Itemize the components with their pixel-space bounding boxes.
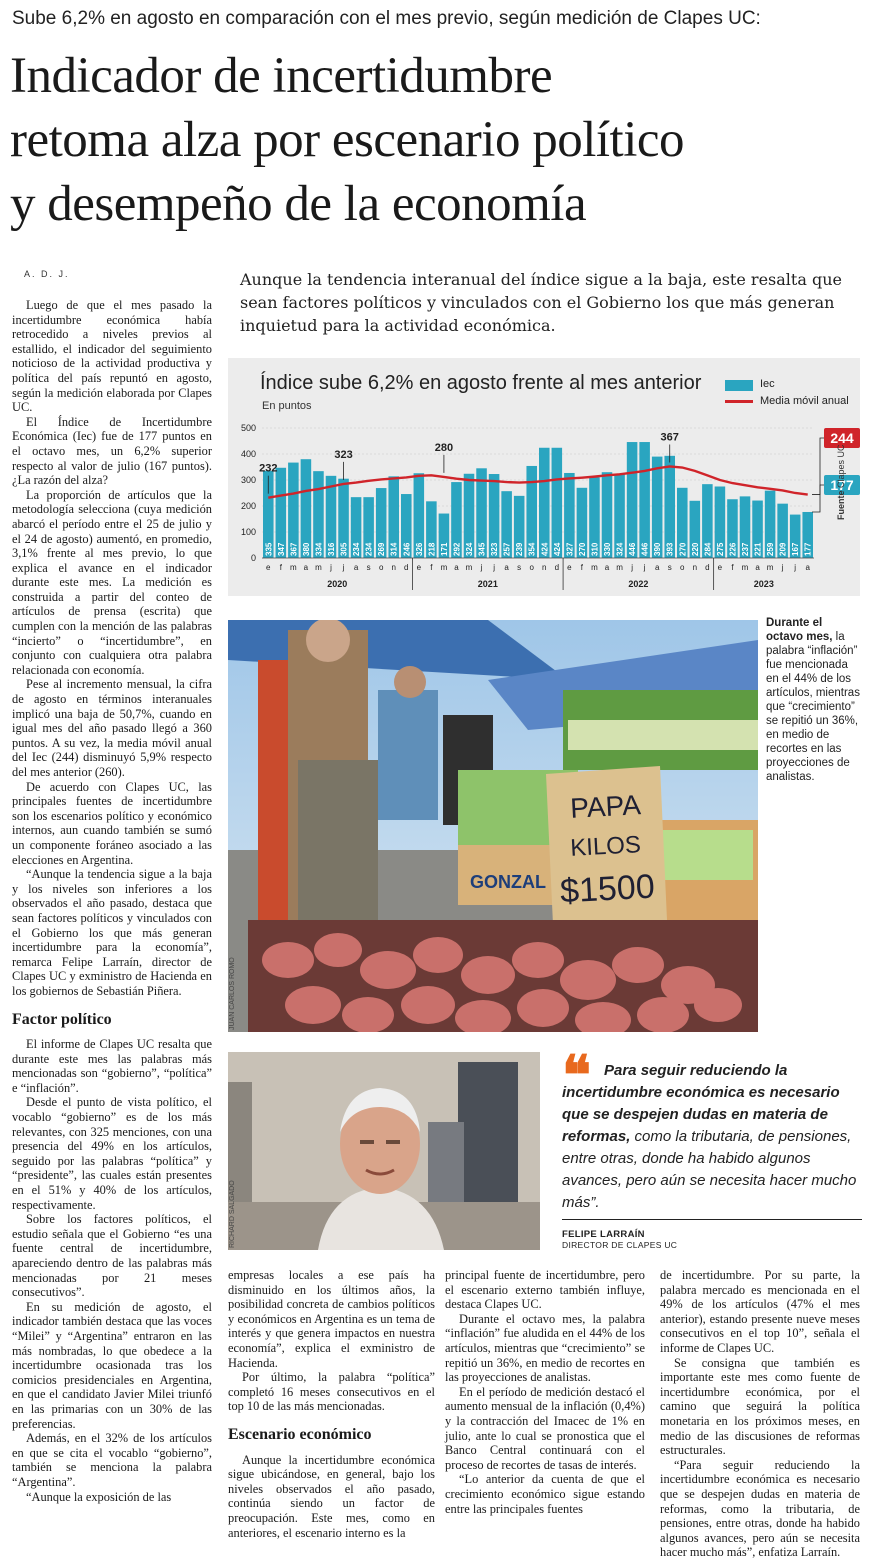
- legend-iec: Iec: [760, 378, 775, 390]
- y-tick-label: 100: [240, 527, 256, 537]
- bar-value-label: 424: [552, 542, 562, 556]
- paragraph: La proporción de artículos que la metodología selecciona (cuya medición abarcó el período entre el 25 de julio y el 24 de agosto) aumentó, en promedio, 3,1% frente al mes previo, lo que explica el avance en el indicador durante este mes. La medición es construida a partir del conteo de artículos de prensa (escrita) que cumplen con la mención de las palabras “incierto” o “incertidumbre”, en conjunto con cualquiera otra palabra relacionada con economía.: [12, 487, 212, 677]
- y-tick-label: 200: [240, 501, 256, 511]
- bar-value-label: 218: [427, 542, 437, 556]
- bar-value-label: 316: [327, 542, 336, 556]
- month-label: s: [366, 563, 371, 572]
- sign-line-3: $1500: [559, 867, 656, 911]
- bar-value-label: 270: [577, 542, 587, 556]
- bar-value-label: 347: [276, 542, 286, 556]
- month-label: a: [504, 563, 509, 572]
- bar: [639, 442, 650, 558]
- month-label: d: [404, 563, 409, 572]
- month-label: d: [554, 563, 560, 572]
- month-label: e: [717, 563, 723, 572]
- paragraph: “Aunque la tendencia sigue a la baja y los niveles son inferiores a los observados el año pasado, destaca que sean factores políticos y vinculados con el Gobierno los que más generan incertidumbre para la economía”, remarca Felipe Larraín, director de Clapes UC y exministro de Hacienda en los gobiernos de Sebastián Piñera.: [12, 867, 212, 998]
- paragraph: En el período de medición destacó el aumento mensual de la inflación (0,4%) y la contracción del Imacec de 1% en julio, ante lo cual se pronostica que el Banco Central continuará con el proceso de recortes de tasas de interés.: [445, 1384, 645, 1472]
- caption-lead: Durante el octavo mes,: [766, 617, 833, 643]
- bar-value-label: 310: [590, 542, 600, 556]
- paragraph: Además, en el 32% de los artículos en que se cita el vocablo “gobierno”, también se menciona la palabra “Argentina”.: [12, 1431, 212, 1489]
- bar-value-label: 259: [766, 542, 776, 556]
- subhead-escenario-economico: Escenario económico: [228, 1425, 372, 1443]
- bar-value-label: 284: [703, 542, 713, 556]
- bar-value-label: 424: [540, 542, 550, 556]
- article-kicker: Sube 6,2% en agosto en comparación con el mes previo, según medición de Clapes UC:: [12, 8, 761, 29]
- month-label: o: [378, 563, 384, 572]
- quote-author: FELIPE LARRAÍN: [562, 1229, 645, 1240]
- month-label: j: [493, 563, 495, 572]
- month-label: f: [430, 563, 433, 572]
- portrait-photo: [228, 1052, 540, 1250]
- year-label: 2023: [753, 579, 774, 589]
- paragraph: Luego de que el mes pasado la incertidumbre económica había retrocedido a niveles previos al estallido, el indicador del seguimiento noticioso de la actividad productiva y política del país repuntó en agosto, según la medición elaborada por Clapes UC.: [12, 298, 212, 415]
- month-label: f: [279, 563, 282, 572]
- bar-value-label: 367: [289, 542, 299, 556]
- bar-value-label: 305: [339, 542, 349, 556]
- paragraph: Pese al incremento mensual, la cifra de agosto en términos interanuales implicó una baja de 50,7%, cuando en igual mes del año pasado llegó a 360 puntos. A su vez, la media móvil anual del Iec (244) disminuyó 5,9% respecto del mes anterior (260).: [12, 677, 212, 779]
- month-label: j: [794, 563, 797, 572]
- bar-value-label: 171: [439, 542, 449, 556]
- annotation-label: 232: [259, 462, 278, 475]
- photo-caption: [766, 616, 862, 784]
- bar-value-label: 292: [452, 542, 462, 556]
- month-label: j: [330, 563, 332, 572]
- legend-moving-average: Media móvil anual: [760, 395, 849, 407]
- paragraph: Aunque la incertidumbre económica sigue ubicándose, en general, bajo los niveles observados el año pasado, continúa siendo un factor de preocupación. Este mes, como en anteriores, el escenario interno es la: [228, 1452, 435, 1540]
- month-label: n: [391, 563, 396, 572]
- month-label: s: [517, 563, 522, 572]
- headline-line-3: y desempeño de la economía: [10, 176, 587, 232]
- month-label: m: [290, 563, 297, 572]
- month-label: d: [705, 563, 710, 572]
- bar-value-label: 345: [477, 542, 487, 556]
- paragraph: Desde el punto de vista político, el vocablo “gobierno” es de los más relevantes, con 325 menciones, con una presencia del 49% en los artículos, seguido por las palabras “política” y “presidente”, las cuales están presentes en el 51% y 40% de los artículos, respectivamente.: [12, 1095, 212, 1212]
- month-label: a: [454, 563, 459, 572]
- bar-value-label: 393: [665, 542, 675, 556]
- headline-line-1: Indicador de incertidumbre: [10, 48, 553, 104]
- bar-value-label: 380: [301, 542, 311, 556]
- month-label: f: [731, 563, 734, 572]
- bar: [627, 442, 638, 558]
- paragraph: “Para seguir reduciendo la incertidumbre económica es necesario que se despejen dudas en materia de reformas, como la tributaria, de pensiones, entre otras, donde ha habido algunos avances, pero aún se necesita hacer mucho más”, enfatiza Larraín.: [660, 1457, 860, 1560]
- crate-label: GONZAL: [470, 872, 546, 892]
- quote-rest: como la tributaria, de pensiones, entre otras, donde ha habido algunos avances, pero aún se necesita hacer mucho más”.: [562, 1128, 857, 1211]
- month-label: a: [604, 563, 610, 572]
- month-label: a: [654, 563, 660, 572]
- bar-value-label: 246: [402, 542, 412, 556]
- month-label: j: [781, 563, 784, 572]
- paragraph: Durante el octavo mes, la palabra “inflación” fue aludida en el 44% de los artículos, mientras que “crecimiento” se repitió un 36%, en medio de recortes en las proyecciones de analistas.: [445, 1311, 645, 1385]
- paragraph: En su medición de agosto, el indicador también destaca que las voces “Milei” y “Argentina” entraron en las más nombradas, lo que obedece a la incertidumbre ocasionada tras los comicios presidenciales en Argentina, en que el candidato Javier Milei triunfó en las primarias con un 30% de las preferencias.: [12, 1299, 212, 1431]
- bar-value-label: 275: [715, 542, 725, 556]
- bar-value-label: 330: [603, 542, 612, 556]
- bar-value-label: 324: [615, 542, 625, 556]
- month-label: m: [591, 563, 598, 572]
- month-label: m: [440, 563, 448, 572]
- pull-quote: [562, 1060, 862, 1214]
- photo1-credit: JUAN CARLOS ROMO: [229, 957, 236, 1030]
- paragraph: Sobre los factores políticos, el estudio señala que el Gobierno “es una fuente central de incertidumbre, apareciendo dentro de las palabras más mencionadas por 21 meses consecutivos”.: [12, 1212, 212, 1300]
- bar-value-label: 269: [377, 542, 387, 556]
- source-name: Clapes UC: [836, 444, 846, 488]
- article-headline: [10, 44, 860, 236]
- bar-value-label: 220: [690, 542, 700, 556]
- article-summary: Aunque la tendencia interanual del índice sigue a la baja, este resalta que sean factores políticos y vinculados con el Gobierno los que más generan inquietud para la actividad económica.: [240, 270, 842, 335]
- month-label: m: [616, 563, 623, 572]
- byline: A. D. J.: [24, 269, 70, 279]
- bar-value-label: 326: [414, 542, 424, 556]
- bar-value-label: 234: [364, 542, 374, 556]
- month-label: j: [643, 563, 646, 572]
- month-label: f: [580, 563, 584, 572]
- y-tick-label: 400: [240, 449, 256, 459]
- bar-value-label: 324: [465, 542, 474, 556]
- avg-badge-connector: [812, 438, 824, 495]
- annotation-label: 280: [434, 441, 454, 454]
- paragraph: “Aunque la exposición de las: [26, 1489, 172, 1504]
- photo2-credit: RICHARD SALGADO: [229, 1180, 236, 1248]
- body-column-2: [228, 1268, 435, 1540]
- uncertainty-chart: [228, 358, 860, 596]
- bar-value-label: 327: [565, 542, 575, 556]
- paragraph: de incertidumbre. Por su parte, la palabra mercado es mencionada en el 49% de los artículos (47% el mes anterior), estando presente nueve meses consecutivos en el top 10”, señala el informe de Clapes UC.: [660, 1268, 860, 1355]
- bar-value-label: 323: [490, 542, 500, 556]
- month-label: s: [667, 563, 672, 572]
- headline-line-2: retoma alza por escenario político: [10, 112, 685, 168]
- iec-end-value: 177: [830, 477, 854, 493]
- year-label: 2021: [477, 579, 498, 589]
- month-label: o: [529, 563, 534, 572]
- source-label: Fuente: [836, 490, 846, 520]
- paragraph: “Lo anterior da cuenta de que el crecimiento económico sigue estando entre las principales fuentes: [445, 1472, 645, 1516]
- market-photo-illustration: [228, 620, 758, 1032]
- month-label: e: [266, 563, 271, 572]
- sign-line-1: PAPA: [569, 789, 642, 824]
- bar-value-label: 209: [778, 542, 788, 556]
- chart-subtitle: En puntos: [262, 400, 312, 412]
- month-label: n: [542, 563, 547, 572]
- quote-divider: [562, 1219, 862, 1220]
- bar-value-label: 335: [264, 542, 274, 556]
- month-label: a: [805, 563, 810, 572]
- annotation-label: 323: [334, 448, 353, 461]
- market-photo: [228, 620, 758, 1032]
- bar: [552, 448, 563, 558]
- month-label: a: [303, 563, 309, 572]
- paragraph: El Índice de Incertidumbre Económica (Iec) fue de 177 puntos en el octavo mes, un 6,2% superior respecto al valor de julio (167 puntos). ¿La razón del alza?: [12, 414, 212, 488]
- paragraph: empresas locales a ese país ha disminuido en los últimos años, la posibilidad concreta de cambios políticos y económicos en Argentina es un tema de interés y que genera impactos en nuestra economía”, explica el exministro de Hacienda.: [228, 1268, 435, 1370]
- bar-value-label: 239: [515, 542, 525, 556]
- y-tick-label: 300: [240, 475, 256, 485]
- avg-end-value: 244: [830, 430, 854, 446]
- bar-value-label: 314: [389, 542, 399, 556]
- bar-value-label: 354: [527, 542, 537, 556]
- bar: [539, 448, 550, 558]
- paragraph: El informe de Clapes UC resalta que durante este mes las palabras más mencionadas son “gobierno”, “política” e “inflación”.: [12, 1037, 212, 1095]
- subhead-factor-politico: Factor político: [12, 1010, 112, 1028]
- month-label: m: [741, 563, 749, 572]
- bar-value-label: 237: [741, 542, 750, 556]
- year-label: 2020: [327, 579, 348, 589]
- quote-mark-icon: ❝: [562, 1043, 592, 1107]
- bar-value-label: 234: [352, 542, 362, 556]
- chart-plot: [228, 358, 860, 596]
- bar-value-label: 221: [753, 542, 763, 556]
- month-label: e: [416, 563, 422, 572]
- moving-average-line: [268, 466, 807, 497]
- iec-badge-connector: [812, 485, 824, 512]
- bar-value-label: 257: [502, 542, 512, 556]
- bar-value-label: 177: [803, 542, 813, 556]
- paragraph: principal fuente de incertidumbre, pero el escenario externo también influye, destaca Clapes UC.: [445, 1268, 645, 1312]
- bar-value-label: 390: [653, 542, 663, 556]
- sign-line-2: KILOS: [569, 831, 642, 862]
- month-label: m: [766, 563, 774, 572]
- y-tick-label: 500: [240, 423, 256, 433]
- bar-value-label: 270: [678, 542, 688, 556]
- bar-value-label: 446: [628, 542, 638, 556]
- month-label: j: [342, 563, 345, 572]
- month-label: m: [315, 563, 322, 572]
- month-label: e: [567, 563, 572, 572]
- month-label: a: [755, 563, 760, 572]
- month-label: j: [480, 563, 483, 572]
- paragraph: De acuerdo con Clapes UC, las principales fuentes de incertidumbre son los escenarios político y económico internos, aun cuando también se sumó un componente foráneo asociado a las elecciones en Argentina.: [12, 779, 212, 867]
- quote-bold: Para seguir reduciendo la incertidumbre económica es necesario que se despejen dudas en materia de reformas,: [562, 1062, 840, 1145]
- chart-title: Índice sube 6,2% en agosto frente al mes anterior: [260, 372, 702, 394]
- month-label: a: [353, 563, 359, 572]
- month-label: n: [692, 563, 698, 572]
- chart-source: [836, 444, 846, 520]
- caption-text: la palabra “inflación” fue mencionada en el 44% de los artículos, mientras que “crecimiento” se repitió un 36%, en medio de recortes en las proyecciones de analistas.: [766, 631, 860, 783]
- bar-value-label: 446: [640, 542, 650, 556]
- body-column-3: [445, 1268, 645, 1516]
- bar-value-label: 167: [791, 542, 801, 556]
- quote-author-role: DIRECTOR DE CLAPES UC: [562, 1240, 678, 1250]
- year-label: 2022: [628, 579, 649, 589]
- body-column-4: [660, 1268, 860, 1560]
- portrait-illustration: [228, 1052, 540, 1250]
- month-label: o: [680, 563, 685, 572]
- month-label: j: [631, 563, 633, 572]
- bar-value-label: 334: [314, 542, 324, 556]
- y-tick-label: 0: [250, 553, 256, 563]
- bar-value-label: 226: [728, 542, 738, 556]
- body-column-1: [12, 298, 212, 1504]
- paragraph: Se consigna que también es importante este mes como fuente de incertidumbre económica, por el camino que seguirá la política monetaria en los próximos meses, en medio de las discusiones de reformas estructurales.: [660, 1355, 860, 1458]
- paragraph: Por último, la palabra “política” completó 16 meses consecutivos en el top 10 de las más mencionadas.: [228, 1370, 435, 1414]
- month-label: m: [465, 563, 473, 572]
- annotation-label: 367: [660, 431, 679, 444]
